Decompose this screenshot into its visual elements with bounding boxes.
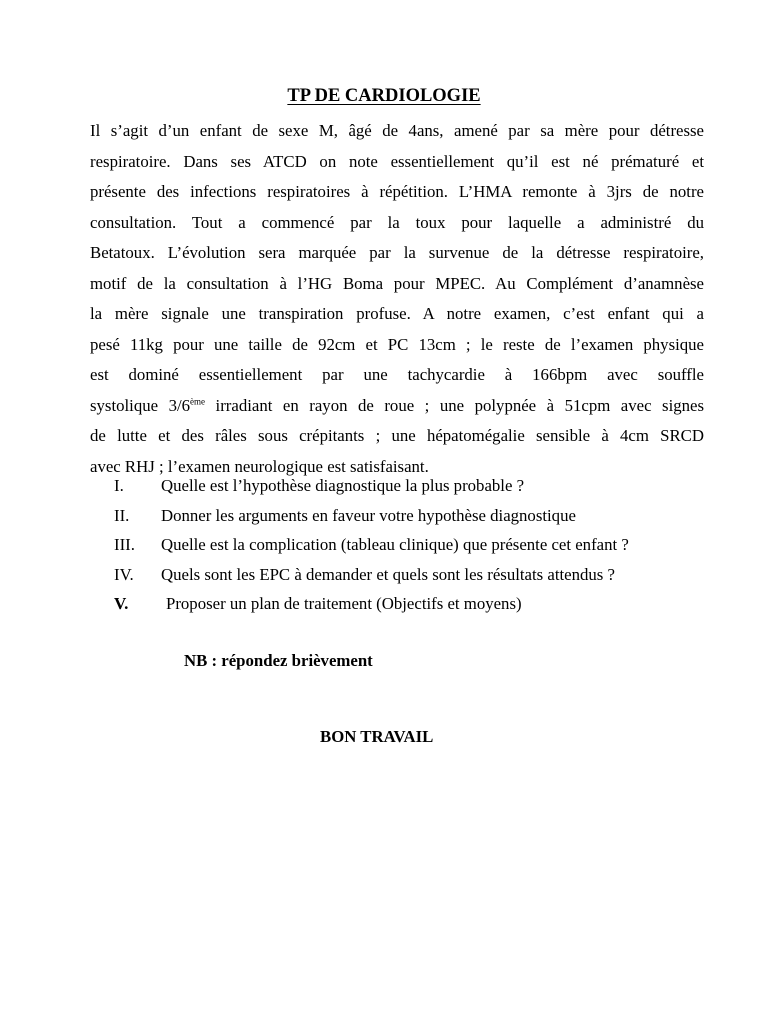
paragraph-line: respiratoire. Dans ses ATCD on note essentiellement qu’il est né prématuré et bbox=[90, 151, 704, 171]
question-number: III. bbox=[114, 535, 135, 554]
question-number: I. bbox=[114, 476, 124, 495]
paragraph-line: de lutte et des râles sous crépitants ; une hépatomégalie sensible à 4cm SRCD bbox=[90, 426, 704, 445]
paragraph-line-with-superscript bbox=[90, 391, 704, 422]
question-number: II. bbox=[114, 505, 130, 525]
question-text: Quels sont les EPC à demander et quels sont les résultats attendus ? bbox=[161, 564, 615, 584]
question-item bbox=[0, 530, 768, 560]
question-number: V. bbox=[114, 594, 129, 613]
note: NB : répondez brièvement bbox=[184, 651, 373, 670]
question-item bbox=[0, 589, 768, 619]
question-text: Donner les arguments en faveur votre hypothèse diagnostique bbox=[161, 505, 576, 525]
question-text: Quelle est la complication (tableau clinique) que présente cet enfant ? bbox=[161, 535, 629, 554]
document-title: TP DE CARDIOLOGIE bbox=[287, 86, 481, 106]
paragraph-line: est dominé essentiellement par une tachycardie à 166bpm avec souffle bbox=[90, 365, 704, 384]
paragraph-line: présente des infections respiratoires à répétition. L’HMA remonte à 3jrs de notre bbox=[90, 182, 704, 201]
line-text: systolique 3/6 bbox=[90, 395, 191, 415]
question-text: Proposer un plan de traitement (Objectifs et moyens) bbox=[166, 594, 522, 613]
paragraph-line: pesé 11kg pour une taille de 92cm et PC 13cm ; le reste de l’examen physique bbox=[90, 334, 704, 354]
paragraph-line: motif de la consultation à l’HG Boma pour MPEC. Au Complément d’anamnèse bbox=[90, 273, 704, 293]
closing-text: BON TRAVAIL bbox=[320, 727, 434, 746]
case-paragraph bbox=[90, 116, 704, 482]
paragraph-line: la mère signale une transpiration profuse. A notre examen, c’est enfant qui a bbox=[90, 304, 704, 323]
superscript: ème bbox=[190, 395, 206, 406]
paragraph-line: Il s’agit d’un enfant de sexe M, âgé de 4ans, amené par sa mère pour détresse bbox=[90, 121, 704, 140]
question-list bbox=[0, 471, 768, 619]
line-text: irradiant en rayon de roue ; une polypnée à 51cpm avec signes bbox=[205, 395, 705, 415]
question-item bbox=[0, 560, 768, 590]
question-text: Quelle est l’hypothèse diagnostique la plus probable ? bbox=[161, 476, 525, 495]
paragraph-line: consultation. Tout a commencé par la toux pour laquelle a administré du bbox=[90, 212, 704, 232]
question-number: IV. bbox=[114, 564, 134, 584]
paragraph-line: Betatoux. L’évolution sera marquée par la survenue de la détresse respiratoire, bbox=[90, 243, 704, 262]
question-item bbox=[0, 471, 768, 501]
paragraph-line: avec RHJ ; l’examen neurologique est satisfaisant. bbox=[90, 456, 429, 476]
question-item bbox=[0, 501, 768, 531]
